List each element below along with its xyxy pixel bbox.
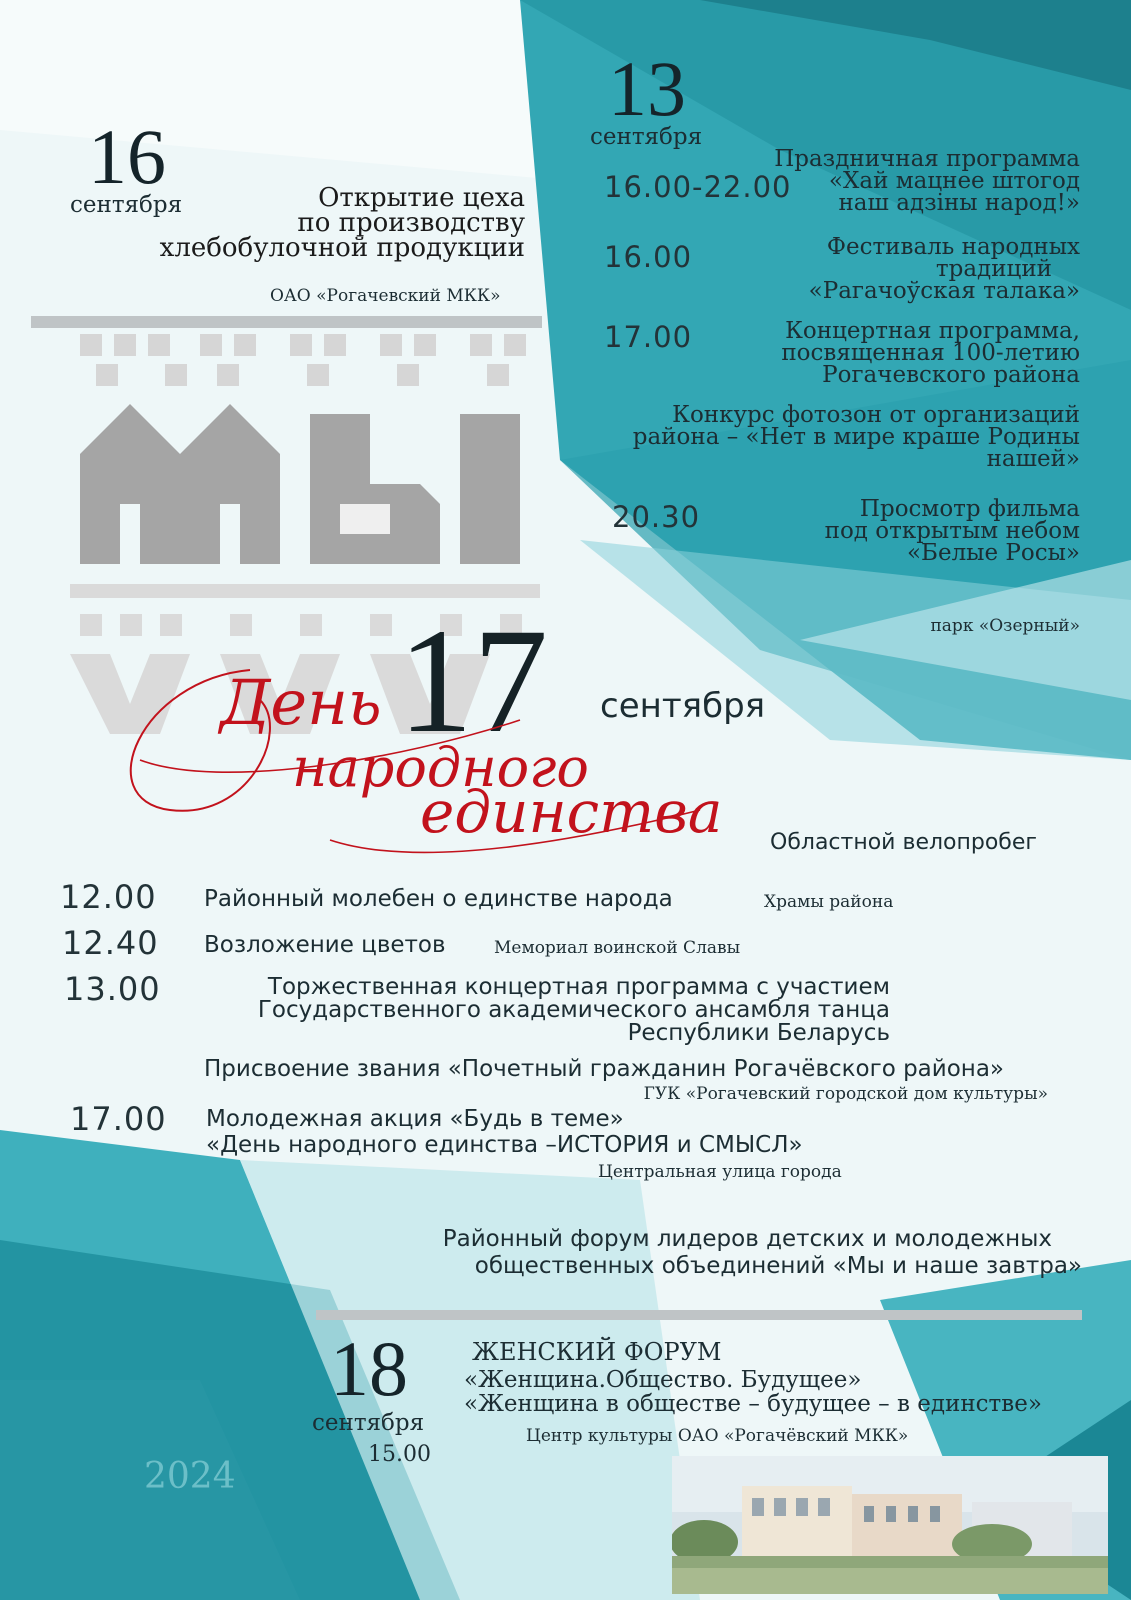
- date-month-16: сентября: [70, 192, 183, 218]
- event-17-5: [206, 1106, 803, 1158]
- date-day-13: 13: [608, 45, 686, 132]
- date-month-13: сентября: [590, 124, 703, 150]
- event-line: «День народного единства –ИСТОРИЯ и СМЫСЛ»: [206, 1132, 803, 1158]
- event-line: Открытие цеха: [318, 183, 525, 213]
- event-line: Рогачевского района: [822, 362, 1080, 388]
- time-13-1: 16.00-22.00: [604, 170, 792, 204]
- event-line: Просмотр фильма: [859, 496, 1080, 522]
- time-13-5: 20.30: [612, 500, 701, 534]
- divider-top: [31, 316, 542, 328]
- event-line: Республики Беларусь: [627, 1020, 890, 1046]
- place-17-5: Центральная улица города: [598, 1162, 842, 1182]
- event-line: Конкурс фотозон от организаций: [672, 402, 1080, 428]
- divider-bottom: [316, 1310, 1082, 1320]
- time-18: 15.00: [368, 1442, 431, 1467]
- event-line: района – «Нет в мире краше Родины: [632, 424, 1080, 450]
- town-square-photo: [672, 1456, 1108, 1594]
- date-day-16: 16: [88, 113, 166, 200]
- event-line: Государственного академического ансамбля танца: [257, 997, 890, 1023]
- place-culture-center: Центр культуры ОАО «Рогачёвский МКК»: [526, 1426, 909, 1446]
- event-line: Концертная программа,: [785, 318, 1080, 344]
- event-line: посвященная 100-летию: [781, 340, 1080, 366]
- event-13-4: [560, 404, 1080, 470]
- event-line: по производству: [297, 208, 525, 238]
- time-17-5: 17.00: [70, 1100, 167, 1138]
- event-17-1: Районный молебен о единстве народа: [204, 886, 673, 912]
- event-line: наш адзіны народ!»: [838, 190, 1080, 216]
- date-day-17: 17: [398, 598, 548, 764]
- event-line: под открытым небом: [824, 518, 1080, 544]
- place-park: парк «Озерный»: [930, 616, 1080, 636]
- year-label: 2024: [144, 1456, 236, 1497]
- event-line: Фестиваль народных: [826, 234, 1080, 260]
- event-line: «Женщина.Общество. Будущее»: [464, 1367, 862, 1393]
- event-line: Молодежная акция «Будь в теме»: [206, 1106, 624, 1132]
- date-day-18: 18: [330, 1325, 408, 1412]
- event-youth-forum: [380, 1226, 1082, 1280]
- forum-subtitles: [464, 1368, 1042, 1416]
- date-month-18: сентября: [312, 1410, 425, 1436]
- script-title-narodnogo: народного: [292, 736, 589, 799]
- time-17-1: 12.00: [60, 878, 157, 916]
- time-13-3: 17.00: [604, 320, 693, 354]
- forum-title: ЖЕНСКИЙ ФОРУМ: [472, 1338, 722, 1366]
- event-17-3: [200, 976, 890, 1045]
- event-line: хлебобулочной продукции: [159, 233, 525, 263]
- event-line: традиций: [935, 256, 1052, 282]
- time-13-2: 16.00: [604, 240, 693, 274]
- event-17-4: Присвоение звания «Почетный гражданин Рогачёвского района»: [204, 1056, 1004, 1082]
- event-line: общественных объединений «Мы и наше завтра»: [474, 1253, 1082, 1279]
- place-mkk: ОАО «Рогачевский МКК»: [270, 286, 501, 306]
- event-line: «Хай мацнее штогод: [828, 168, 1080, 194]
- place-17-1: Храмы района: [764, 892, 894, 912]
- event-line: Районный форум лидеров детских и молодежных: [442, 1226, 1052, 1252]
- event-line: «Рагачоўская талака»: [808, 278, 1080, 304]
- event-line: нашей»: [986, 446, 1080, 472]
- time-17-2: 12.40: [62, 924, 159, 962]
- event-bakery-opening: [140, 183, 525, 263]
- script-title-edinstva: единства: [420, 778, 723, 846]
- place-17-4: ГУК «Рогачевский городской дом культуры»: [643, 1084, 1048, 1104]
- event-17-2: Возложение цветов: [204, 932, 446, 958]
- event-cycling: Областной велопробег: [770, 830, 1037, 855]
- place-17-2: Мемориал воинской Славы: [494, 938, 741, 958]
- event-line: Торжественная концертная программа с участием: [267, 974, 890, 1000]
- date-month-17: сентября: [600, 686, 766, 726]
- time-17-3: 13.00: [64, 970, 161, 1008]
- event-line: «Женщина в обществе – будущее – в единстве»: [464, 1391, 1042, 1417]
- script-title-den: День: [220, 666, 382, 739]
- event-line: Праздничная программа: [774, 146, 1080, 172]
- event-line: «Белые Росы»: [906, 540, 1080, 566]
